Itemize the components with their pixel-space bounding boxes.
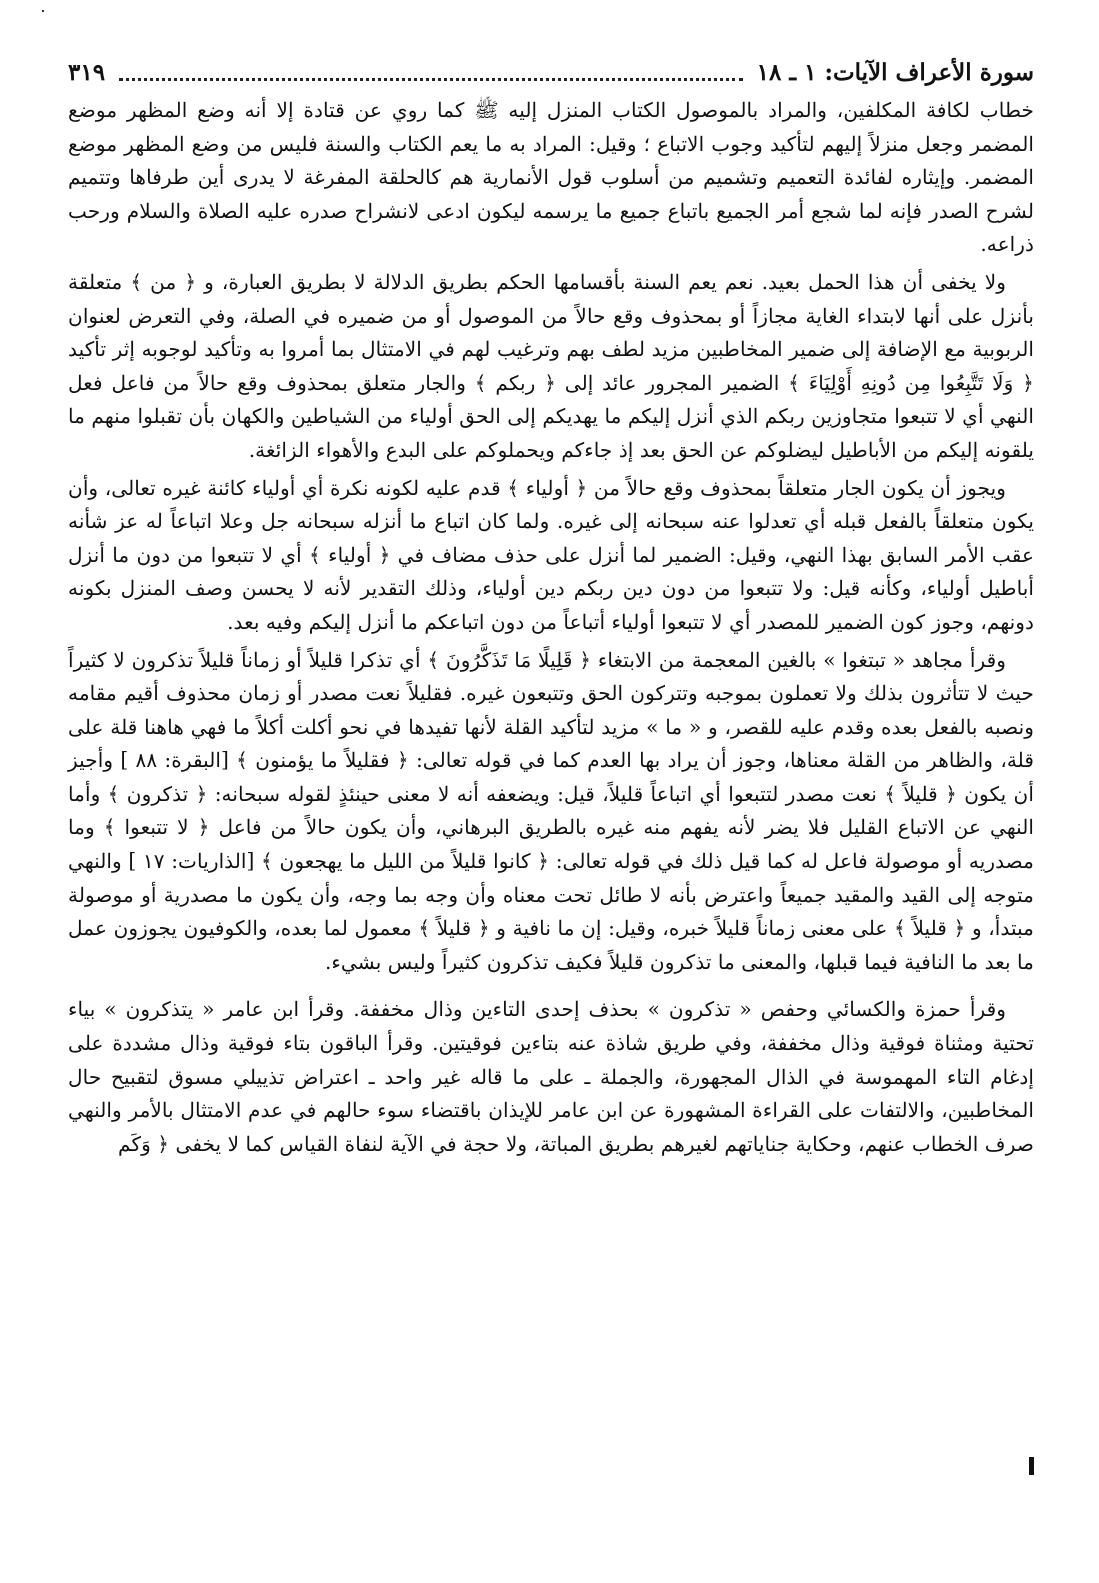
paragraph-4: وقرأ مجاهد « تبتغوا » بالغين المعجمة من الابتغاء ﴿ قَلِيلًا مَا تَذَكَّرُونَ ﴾ أي تذكرا قليلاً أو زماناً قليلاً تذكرون لا كثيراً حيث لا تتأثرون بذلك ولا تعملون بموجبه وتتركون الحق وتتبعون غيره. فقليلاً نعت مصدر أو زمان محذوف أقيم مقامه ونصبه بالفعل بعده وقدم عليه للقصر، و « ما » مزيد لتأكيد القلة لأنها تفيدها في نحو أكلت أكلاً ما فهي هاهنا قلة على قلة، والظاهر من القلة معناها، وجوز أن يراد بها العدم كما في قوله تعالى: ﴿ فقليلاً ما يؤمنون ﴾ [البقرة: ٨٨ ] وأجيز أن يكون ﴿ قليلاً ﴾ نعت مصدر لتتبعوا أي اتباعاً قليلاً، قيل: ويضعفه أنه لا معنى حينئذٍ لقوله سبحانه: ﴿ تذكرون ﴾ وأما النهي عن الاتباع القليل فلا يضر لأنه يفهم منه غيره بالطريق البرهاني، وأن يكون حالاً من فاعل ﴿ لا تتبعوا ﴾ وما مصدريه أو موصولة فاعل له كما قيل ذلك في قوله تعالى: ﴿ كانوا قليلاً من الليل ما يهجعون ﴾ [الذاريات: ١٧ ] والنهي متوجه إلى القيد والمقيد جميعاً واعترض بأنه لا طائل تحت معناه وأن وجه بما وجه، وأن يكون ما مصدرية أو موصولة مبتدأ، و ﴿ قليلاً ﴾ على معنى زماناً قليلاً خبره، وقيل: إن ما نافية و ﴿ قليلاً ﴾ معمول لما بعده، والكوفيون يجوزون عمل ما بعد ما النافية فيما قبلها، والمعنى ما تذكرون قليلاً فكيف تذكرون كثيراً وليس بشيء. — [68, 647, 1034, 974]
book-page — [68, 52, 1034, 1552]
surah-title: سورة الأعراف الآيات: ١ ـ ١٨ — [756, 58, 1034, 86]
paragraph-1: خطاب لكافة المكلفين، والمراد بالموصول الكتاب المنزل إليه ﷺ كما روي عن قتادة إلا أنه وضع المظهر موضع المضمر وجعل منزلاً إليهم لتأكيد وجوب الاتباع ؛ وقيل: المراد به ما يعم الكتاب والسنة فليس من وضع المظهر موضع المضمر. وإيثاره لفائدة التعميم وتشميم من أسلوب قول الأنمارية هم كالحلقة المفرغة لا يدرى أين طرفاها وتتميم لشرح الصدر فإنه لما شجع أمر الجميع باتباع جميع ما يرسمه ليكون ادعى لانشراح صدره عليه الصلاة والسلام ورحب ذراعه. — [68, 98, 1034, 257]
paragraph-5: وقرأ حمزة والكسائي وحفص « تذكرون » بحذف إحدى التاءين وذال مخففة. وقرأ ابن عامر « يتذكرون » بياء تحتية ومثناة فوقية وذال مخففة، وفي طريق شاذة عنه بتاءين فوقيتين. وقرأ الباقون بتاء فوقية وذال مشددة على إدغام التاء المهموسة في الذال المجهورة، والجملة ـ على ما قاله غير واحد ـ اعتراض تذييلي مسوق لتقبيح حال المخاطبين، والالتفات على القراءة المشهورة عن ابن عامر للإيذان باقتضاء سوء حالهم في عدم الامتثال بالأمر والنهي صرف الخطاب عنهم، وحكاية جناياتهم لغيرهم بطريق المباتة، ولا حجة في الآية لنفاة القياس كما لا يخفى ﴿ وَكَم — [68, 997, 1034, 1156]
section-gap — [68, 983, 1034, 993]
paragraph-2: ولا يخفى أن هذا الحمل بعيد. نعم يعم السنة بأقسامها الحكم بطريق الدلالة لا بطريق العبارة، و ﴿ من ﴾ متعلقة بأنزل على أنها لابتداء الغاية مجازاً أو بمحذوف وقع حالاً من الموصول أو من ضميره في الصلة، وفي التعرض لعنوان الربوبية مع الإضافة إلى ضمير المخاطبين مزيد لطف بهم وترغيب لهم في الامتثال بما أمروا به وتأكيد لوجوبه إثر تأكيد ﴿ وَلَا تَتَّبِعُوا مِن دُونِهِ أَوْلِيَاءَ ﴾ الضمير المجرور عائد إلى ﴿ ربكم ﴾ والجار متعلق بمحذوف وقع حالاً من فاعل فعل النهي أي لا تتبعوا متجاوزين ربكم الذي أنزل إليكم ما يهديكم إلى الحق أولياء من الشياطين والكهان بأن تقبلوا منهم ما يلقونه إليكم من الأباطيل ليضلوكم عن الحق بعد إذ جاءكم ويحملوكم على البدع والأهواء الزائغة. — [68, 269, 1034, 462]
paragraph-3: ويجوز أن يكون الجار متعلقاً بمحذوف وقع حالاً من ﴿ أولياء ﴾ قدم عليه لكونه نكرة أي أولياء كائنة غيره تعالى، وأن يكون متعلقاً بالفعل قبله أي تعدلوا عنه سبحانه إلى غيره. ولما كان اتباع ما أنزله سبحانه جل وعلا اتباعاً له عز شأنه عقب الأمر السابق بهذا النهي، وقيل: الضمير لما أنزل على حذف مضاف في ﴿ أولياء ﴾ أي لا تتبعوا من دون ما أنزل أباطيل أولياء، وكأنه قيل: ولا تتبعوا من دون دين ربكم دين أولياء، وذلك التقدير لأنه لا يحسن وصف المنزل بكونه دونهم، وجوز كون الضمير للمصدر أي لا تتبعوا أولياء أتباعاً من دون اتباعكم ما أنزل إليكم وفيه بعد. — [68, 475, 1034, 634]
scan-speck — [42, 10, 44, 12]
page-number: ٣١٩ — [68, 58, 106, 86]
running-header — [68, 52, 1034, 92]
margin-scan-mark — [1029, 1457, 1034, 1475]
header-dotted-leader — [119, 68, 743, 81]
